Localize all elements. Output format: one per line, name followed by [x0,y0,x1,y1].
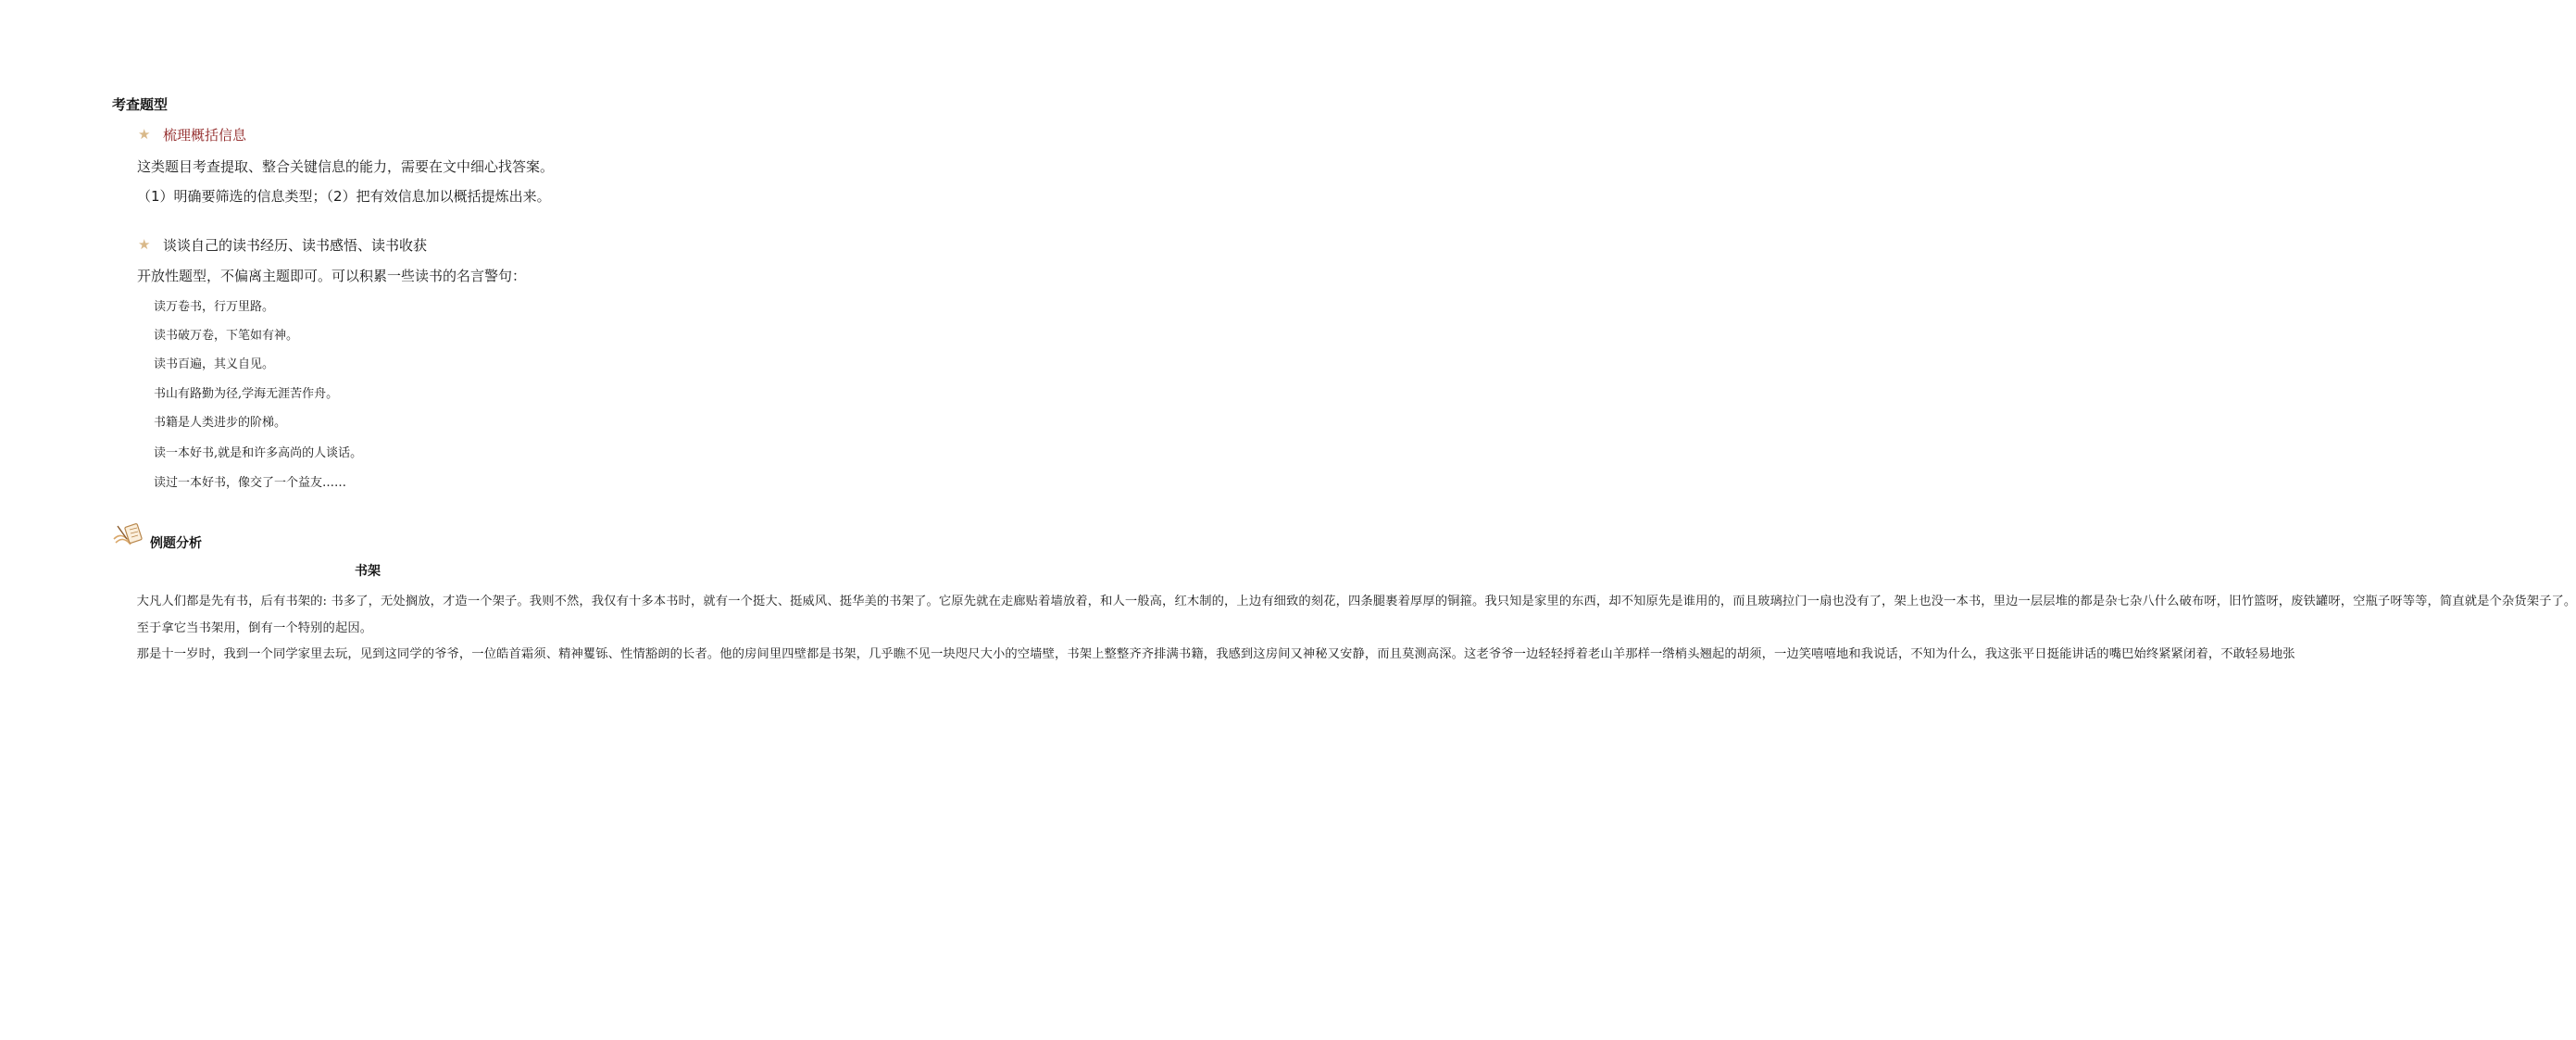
article-paragraph: 那是十一岁时，我到一个同学家里去玩，见到这同学的爷爷，一位皓首霜须、精神矍铄、性情豁朗的长者。他的房间里四壁都是书架，几乎瞧不见一块咫尺大小的空墙壁，书架上整整齐齐排满书籍，我感到这房间又神秘又安静，而且莫测高深。这老爷爷一边轻轻捋着老山羊那样一绺梢头翘起的胡须，一边笑嘻嘻地和我说话，不知为什么，我这张平日挺能讲话的嘴巴始终紧紧闭着，不敢轻易地张 [136,647,2295,661]
section-title: 考查题型 [112,96,169,113]
article-title: 书架 [355,564,381,579]
quote-line: 读书百遍，其义自见。 [154,357,275,371]
quote-line: 书籍是人类进步的阶梯。 [154,416,287,430]
quote-line: 读书破万卷，下笔如有神。 [154,329,299,343]
article-paragraph: 至于拿它当书架用，倒有一个特别的起因。 [136,620,373,635]
topic-description: （1）明确要筛选的信息类型；（2）把有效信息加以概括提炼出来。 [137,188,551,205]
notebook-pen-icon [112,520,145,548]
quote-line: 读一本好书,就是和许多高尚的人谈话。 [154,446,363,460]
article-paragraph: 大凡人们都是先有书，后有书架的: 书多了，无处搁放，才造一个架子。我则不然，我仅有十多本书时，就有一个挺大、挺威风、挺华美的书架了。它原先就在走廊贴着墙放着，和人一般高，红木制的，上边有细致的刻花，四条腿裹着厚厚的铜箍。我只知是家里的东西，却不知原先是谁用的，而且玻璃拉门一扇也没有了，架上也没一本书，里边一层层堆的都是杂七杂八什么破布呀，旧竹篮呀，废铁罐呀，空瓶子呀等等，简直就是个杂货架子了。 [136,595,2576,608]
quote-line: 书山有路勤为径,学海无涯苦作舟。 [154,387,339,401]
topic-description: 这类题目考查提取、整合关键信息的能力，需要在文中细心找答案。 [137,158,555,175]
topic-heading: 谈谈自己的读书经历、读书感悟、读书收获 [163,237,428,254]
quote-line: 读万卷书，行万里路。 [154,300,275,314]
star-icon: ★ [138,236,151,253]
topic-heading: 梳理概括信息 [163,127,247,144]
quote-line: 读过一本好书，像交了一个益友…… [154,476,347,490]
star-icon: ★ [138,126,151,143]
example-heading: 例题分析 [150,536,202,551]
article-body [112,589,2576,669]
topic-description: 开放性题型，不偏离主题即可。可以积累一些读书的名言警句： [137,268,527,284]
